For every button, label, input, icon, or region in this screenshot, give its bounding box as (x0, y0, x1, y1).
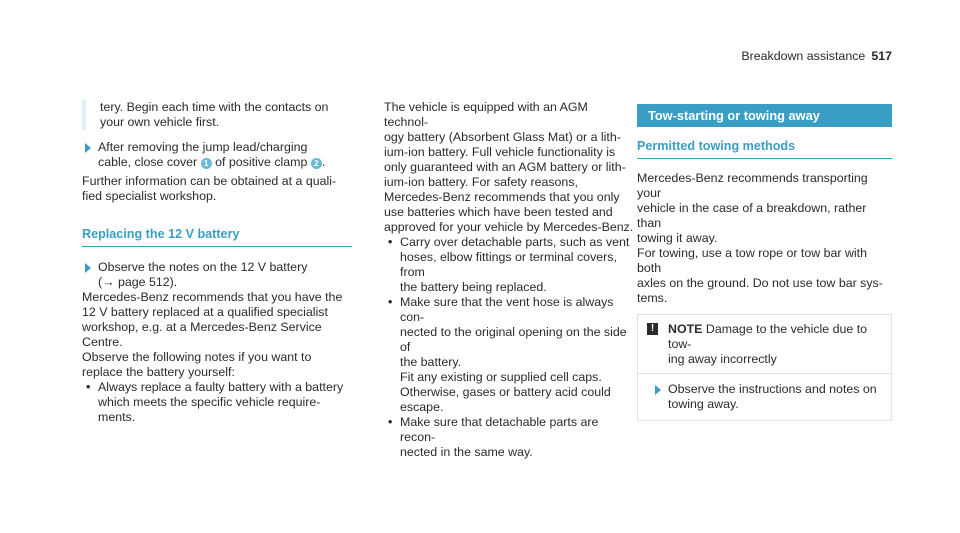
text-line: For towing, use a tow rope or tow bar with both (637, 246, 868, 275)
text-line: replace the battery yourself: (82, 365, 235, 379)
text-line: Carry over detachable parts, such as vent (400, 235, 630, 249)
chapter-title: Breakdown assistance (741, 49, 866, 63)
text-line: Observe the following notes if you want to (82, 350, 312, 364)
text-line: nected to the original opening on the side of (400, 325, 627, 354)
text-line: tery. Begin each time with the contacts on (100, 100, 329, 114)
bullet-item (384, 295, 634, 415)
text-line: Observe the instructions and notes on (668, 382, 877, 396)
text-line: ments. (98, 410, 136, 424)
text-line (98, 155, 352, 170)
page-header (741, 49, 892, 64)
page-number: 517 (871, 49, 892, 63)
text-span: cable, close cover (98, 155, 198, 169)
note-label: NOTE (668, 322, 703, 336)
chapter-bar-towing: Tow-starting or towing away (637, 104, 892, 127)
tow-rope-paragraph (637, 246, 892, 306)
text-line: axles on the ground. Do not use tow bar sys- (637, 276, 883, 290)
text-span: . (321, 155, 326, 169)
text-line: Otherwise, gases or battery acid could (400, 385, 611, 399)
step-observe-towing (646, 382, 883, 412)
text-line: only guaranteed with an AGM battery or lith- (384, 160, 626, 174)
bullet-item (384, 235, 634, 295)
column-right (637, 104, 892, 421)
column-middle (384, 100, 634, 460)
step-close-cover (82, 140, 352, 170)
triangle-arrow-icon (85, 263, 91, 273)
text-span: Damage to the vehicle due to tow- (668, 322, 868, 351)
text-line: After removing the jump lead/charging (98, 140, 308, 154)
text-line: Observe the notes on the 12 V battery (98, 260, 308, 274)
further-info (82, 174, 352, 204)
text-line: workshop, e.g. at a Mercedes-Benz Service (82, 320, 322, 334)
section-title-towing-methods: Permitted towing methods (637, 139, 892, 159)
note-step (638, 373, 891, 420)
callout-badge-1: 1 (201, 158, 212, 169)
text-line: hoses, elbow fittings or terminal covers, from (400, 250, 617, 279)
text-line: ium-ion battery. Full vehicle functionality is (384, 145, 616, 159)
text-line: ing away incorrectly (668, 352, 777, 366)
bullet-dot: • (86, 380, 91, 394)
text-line: Make sure that the vent hose is always con- (400, 295, 614, 324)
bullet-dot: • (388, 295, 393, 309)
text-line: fied specialist workshop. (82, 189, 217, 203)
text-line: Centre. (82, 335, 123, 349)
text-line: The vehicle is equipped with an AGM technol- (384, 100, 588, 129)
note-header (638, 315, 891, 373)
section-title-replacing-battery: Replacing the 12 V battery (82, 227, 352, 247)
text-line: towing it away. (637, 231, 718, 245)
text-line: Mercedes-Benz recommends that you have the (82, 290, 343, 304)
text-line: nected in the same way. (400, 445, 533, 459)
agm-paragraph (384, 100, 634, 235)
text-line: ogy battery (Absorbent Glass Mat) or a lith- (384, 130, 621, 144)
text-line (668, 322, 883, 352)
callout-badge-2: 2 (311, 158, 322, 169)
text-line: towing away. (668, 397, 739, 411)
text-line: Mercedes-Benz recommends that you only (384, 190, 620, 204)
text-line: Make sure that detachable parts are recon- (400, 415, 599, 444)
text-line: 12 V battery replaced at a qualified specialist (82, 305, 328, 319)
column-left (82, 100, 352, 425)
text-line: tems. (637, 291, 668, 305)
page-reference-link[interactable]: (→ page 512). (98, 275, 178, 289)
text-line: Always replace a faulty battery with a battery (98, 380, 344, 394)
bullet-dot: • (388, 415, 393, 429)
note-box (637, 314, 892, 421)
text-line: vehicle in the case of a breakdown, rather than (637, 201, 867, 230)
triangle-arrow-icon (655, 385, 661, 395)
text-line: the battery being replaced. (400, 280, 547, 294)
bullet-item (384, 415, 634, 460)
text-line: Further information can be obtained at a quali- (82, 174, 337, 188)
recommendation-paragraph (82, 290, 352, 350)
text-line: approved for your vehicle by Mercedes-Benz. (384, 220, 634, 234)
text-line: use batteries which have been tested and (384, 205, 613, 219)
text-line: the battery. (400, 355, 462, 369)
triangle-arrow-icon (85, 143, 91, 153)
continued-step (82, 100, 352, 130)
transport-paragraph (637, 171, 892, 246)
bullet-dot: • (388, 235, 393, 249)
text-line: your own vehicle first. (100, 115, 220, 129)
text-line: which meets the specific vehicle require- (98, 395, 321, 409)
step-observe-notes (82, 260, 352, 290)
text-line: ium-ion battery. For safety reasons, (384, 175, 578, 189)
warning-icon: ! (647, 323, 658, 335)
text-line: Fit any existing or supplied cell caps. (400, 370, 602, 384)
text-line: Mercedes-Benz recommends transporting your (637, 171, 868, 200)
text-line: escape. (400, 400, 444, 414)
observe-paragraph (82, 350, 352, 380)
bullet-item (82, 380, 352, 425)
text-span: of positive clamp (215, 155, 308, 169)
